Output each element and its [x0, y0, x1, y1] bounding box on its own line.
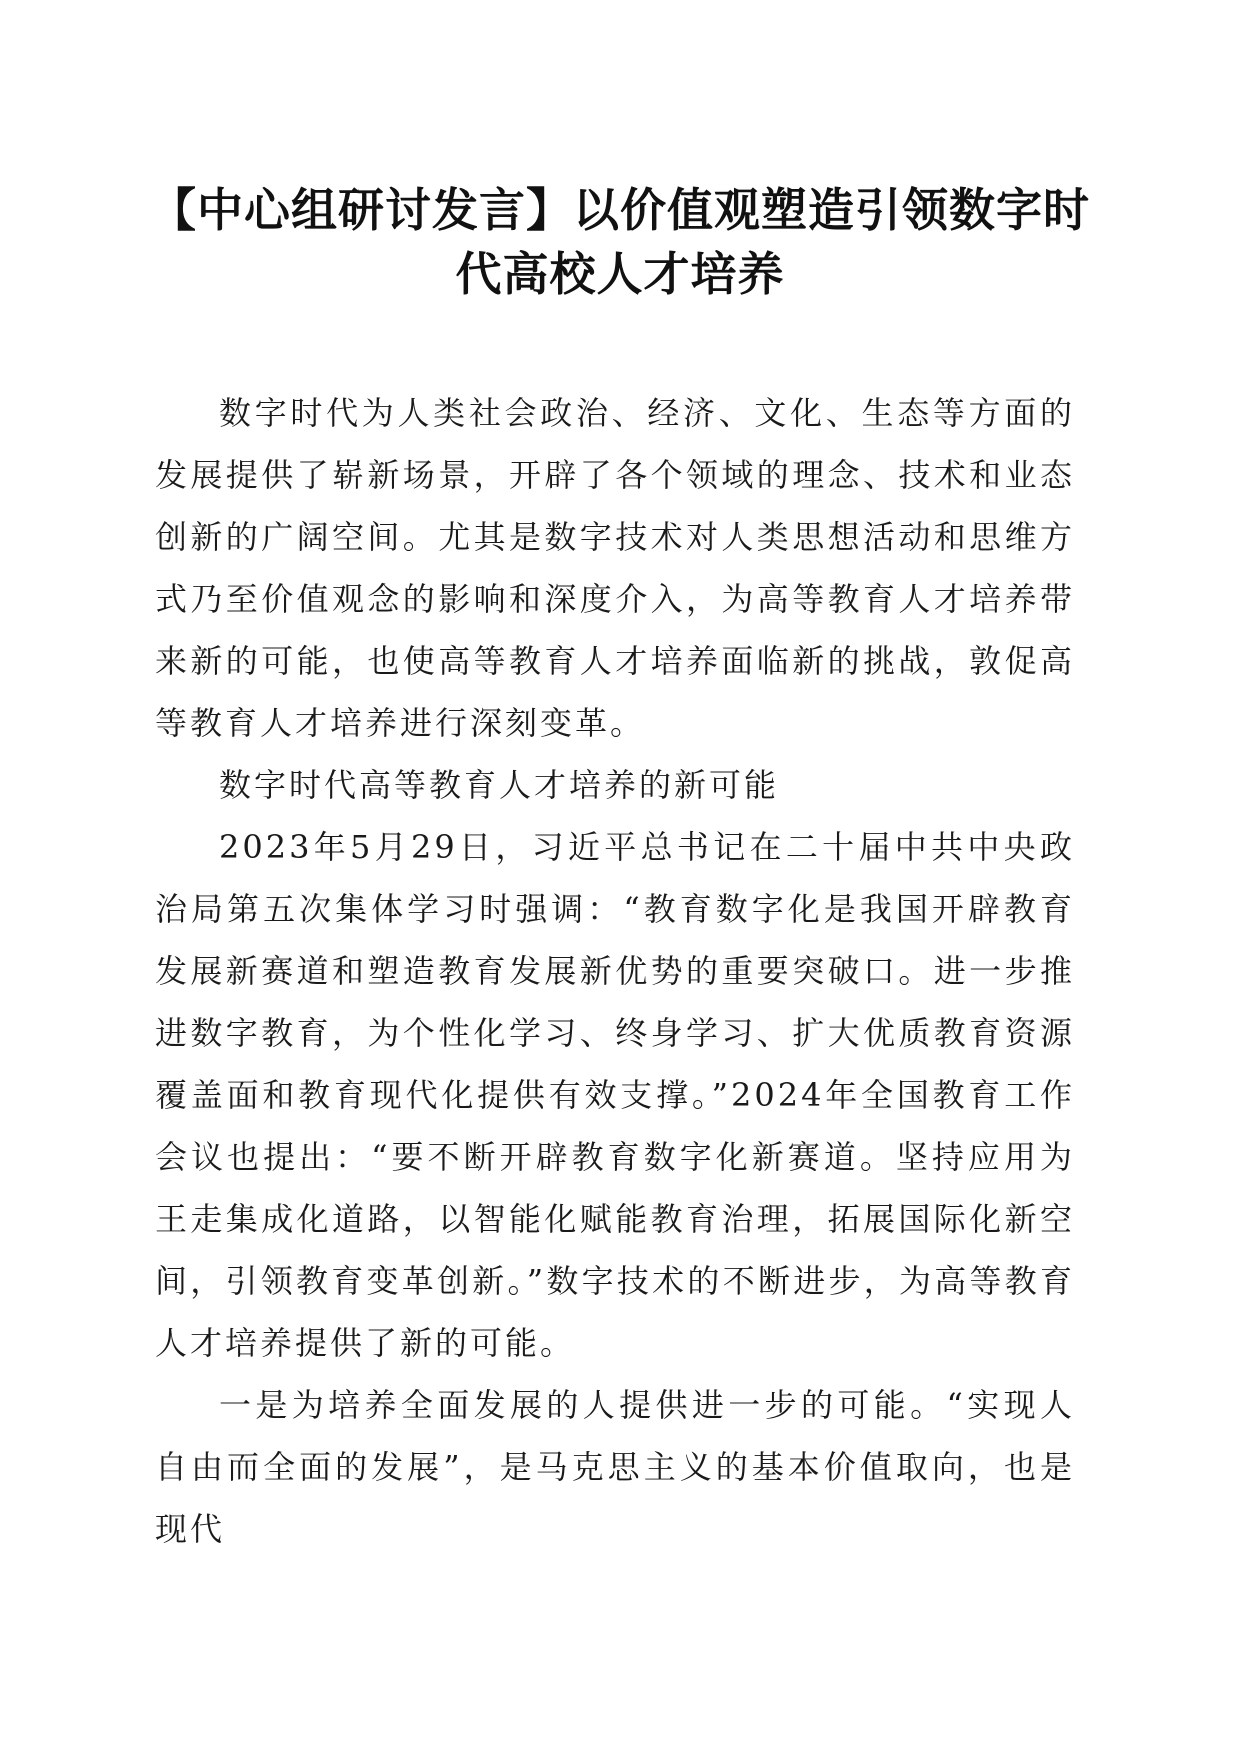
title-line-1: 【中心组研讨发言】以价值观塑造引领数字时 — [150, 183, 1090, 237]
title-line-2: 代高校人才培养 — [455, 247, 785, 301]
section-heading: 数字时代高等教育人才培养的新可能 — [219, 766, 780, 804]
document-title — [150, 178, 1090, 306]
paragraph-point-one: 一是为培养全面发展的人提供进一步的可能。“实现人自由而全面的发展”，是马克思主义的基本价值取向，也是现代 — [155, 1386, 1075, 1548]
document-body — [155, 382, 1075, 1560]
paragraph-intro: 数字时代为人类社会政治、经济、文化、生态等方面的发展提供了崭新场景，开辟了各个领域的理念、技术和业态创新的广阔空间。尤其是数字技术对人类思想活动和思维方式乃至价值观念的影响和深度介入，为高等教育人才培养带来新的可能，也使高等教育人才培养面临新的挑战，敦促高等教育人才培养进行深刻变革。 — [155, 394, 1075, 742]
paragraph-policy: 2023年5月29日，习近平总书记在二十届中共中央政治局第五次集体学习时强调：“教育数字化是我国开辟教育发展新赛道和塑造教育发展新优势的重要突破口。进一步推进数字教育，为个性化学习、终身学习、扩大优质教育资源覆盖面和教育现代化提供有效支撑。”2024年全国教育工作会议也提出：“要不断开辟教育数字化新赛道。坚持应用为王走集成化道路，以智能化赋能教育治理，拓展国际化新空间，引领教育变革创新。”数字技术的不断进步，为高等教育人才培养提供了新的可能。 — [155, 828, 1075, 1362]
